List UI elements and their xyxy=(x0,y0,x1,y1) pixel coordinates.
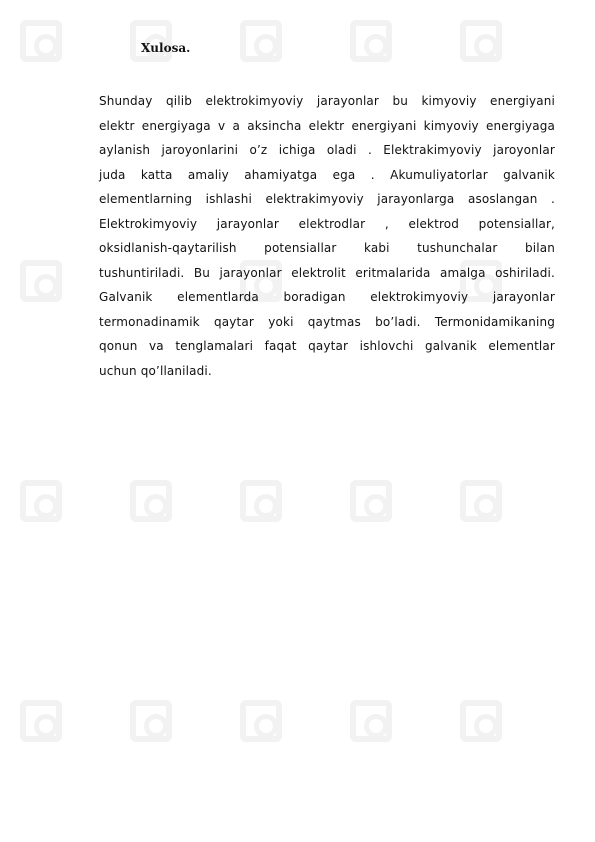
watermark-icon xyxy=(460,20,502,62)
section-heading: Xulosa. xyxy=(141,41,191,55)
watermark-icon xyxy=(240,20,282,62)
body-paragraph xyxy=(99,89,555,383)
watermark-icon xyxy=(130,480,172,522)
paragraph-line: Shunday qilib elektrokimyoviy jarayonlar bu kimyoviy energiyani xyxy=(99,94,555,108)
watermark-icon xyxy=(460,700,502,742)
watermark-icon xyxy=(130,700,172,742)
paragraph-line: elementlarning ishlashi elektrakimyoviy jarayonlarga asoslangan . xyxy=(99,192,555,206)
paragraph-line: qonun va tenglamalari faqat qaytar ishlovchi galvanik elementlar xyxy=(99,339,555,353)
paragraph-line: Elektrokimyoviy jarayonlar elektrodlar , elektrod potensiallar, xyxy=(99,216,555,231)
watermark-icon xyxy=(20,480,62,522)
watermark-icon xyxy=(20,20,62,62)
watermark-icon xyxy=(20,700,62,742)
paragraph-line: oksidlanish-qaytarilish potensiallar kabi tushunchalar bilan xyxy=(99,241,555,255)
paragraph-line: aylanish jaroyonlarini o’z ichiga oladi . Elektrakimyoviy jaroyonlar xyxy=(99,143,555,157)
watermark-icon xyxy=(240,480,282,522)
watermark-icon xyxy=(20,260,62,302)
paragraph-line: termonadinamik qaytar yoki qaytmas bo’ladi. Termonidamikaning xyxy=(99,314,555,329)
watermark-icon xyxy=(350,480,392,522)
paragraph-line: Galvanik elementlarda boradigan elektrokimyoviy jarayonlar xyxy=(99,290,555,304)
watermark-icon xyxy=(240,700,282,742)
paragraph-line: uchun qo’llaniladi. xyxy=(99,363,212,378)
paragraph-line: juda katta amaliy ahamiyatga ega . Akumuliyatorlar galvanik xyxy=(99,167,555,182)
paragraph-line: elektr energiyaga v a aksincha elektr energiyani kimyoviy energiyaga xyxy=(99,118,555,133)
watermark-icon xyxy=(350,700,392,742)
paragraph-line: tushuntiriladi. Bu jarayonlar elektrolit eritmalarida amalga oshiriladi. xyxy=(99,265,555,280)
watermark-icon xyxy=(460,480,502,522)
watermark-icon xyxy=(350,20,392,62)
